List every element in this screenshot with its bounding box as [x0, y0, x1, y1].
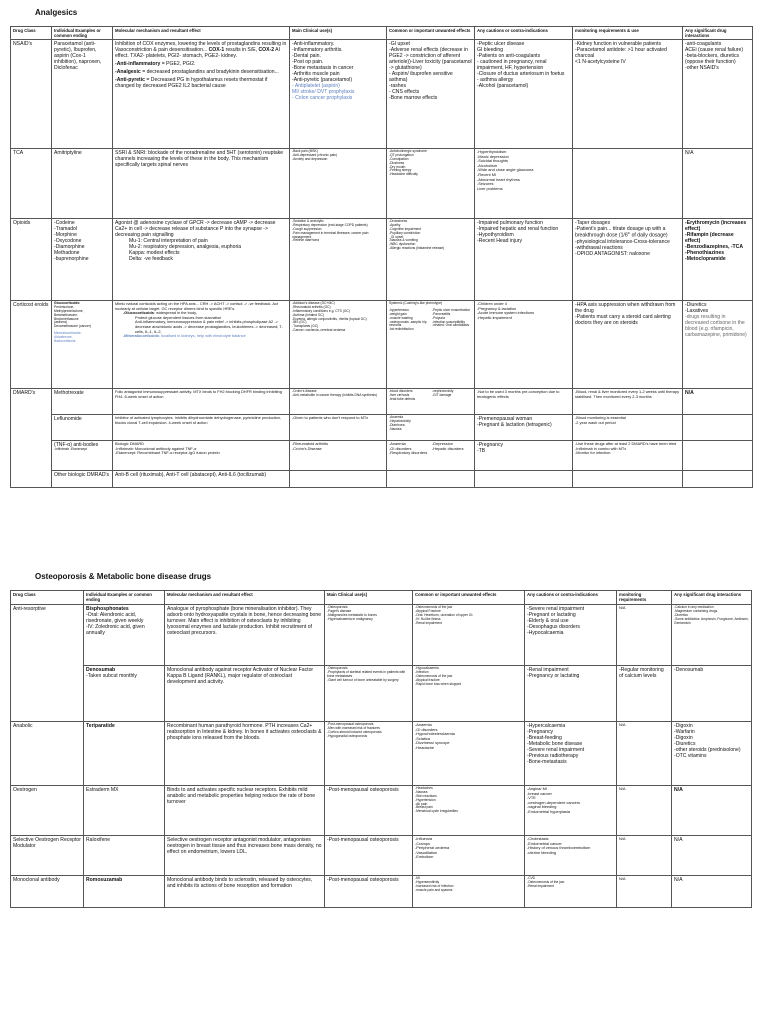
table-row — [11, 471, 753, 488]
clinical-use-cell: -Osteoporosis -Prophylaxis of skeletal related events in patients with bone metastases -Giant cell tumour of bone untreatable by surgery — [325, 666, 413, 722]
monitoring-cell: N/A — [617, 605, 672, 666]
header-interactions: Any significant drug interactions — [672, 591, 752, 605]
header-monitoring: monitoring requirements & use — [573, 27, 683, 40]
header-clinical-use: Main Clinical use(s) — [290, 27, 387, 40]
table-row — [11, 441, 753, 471]
mechanism-cell: Biologic DMARD -Infliximab: Monoclonal antibody against TNF-α -Etanercept: Recombinant TNF-α receptor-IgG fusion protein — [113, 441, 290, 471]
drug-class-cell: NSAID's — [11, 40, 52, 149]
clinical-use-cell — [290, 40, 387, 149]
interactions-cell: -Denosumab — [672, 666, 752, 722]
cautions-cell: -Angina/ MI -breast cancer -VTE -oestrogen-dependent cancers -vaginal bleeding -Endometrial hyperplasia — [525, 786, 617, 836]
examples-cell: Amitriptyline — [52, 149, 113, 219]
header-examples: Individual Examples or common ending — [52, 27, 113, 40]
header-drug-class: Drug Class — [11, 591, 84, 605]
examples-cell — [84, 666, 165, 722]
table-row — [11, 666, 752, 722]
text: -blood disorders -liver cirrhosis -fetal tube defects — [389, 389, 416, 401]
mechanism-cell: Folic antagonist immunosuppressant activity. MTX binds to FH2 blocking DHFR binding inhibiting FH4. 6-week onset of action — [113, 389, 290, 415]
analgesics-title: Analgesics — [35, 8, 78, 17]
drug-class-cell: Oestrogen — [11, 786, 84, 836]
mechanism-cell: Inhibitor of activated lymphocytes. Inhibits dihydroorotate dehydrogenase, pyrimidine production, blocks clonal T-cell expansion. 4-week onset of action — [113, 415, 290, 441]
cautions-cell: -Renal impairment -Pregnancy or lactating — [525, 666, 617, 722]
text: th — [627, 231, 631, 235]
unwanted-effects-cell: -Influenza -Cramps -Peripheral oedema -Vasodilation -Embolism — [413, 836, 525, 876]
mechanism-cell: SSRI & SNRI: blockade of the noradrenaline and 5HT (serotonin) reuptake channels increasing the levels of these in the body. This mechanism specifically targets spinal nerves — [113, 149, 290, 219]
unwanted-effects-cell — [387, 389, 475, 415]
analgesics-header-row — [11, 27, 753, 40]
examples-cell: Romosuzamab — [84, 876, 165, 908]
mechanism-cell — [113, 301, 290, 389]
text: -nephrotoxicity -GIT damage — [432, 389, 454, 397]
interactions-cell: -anti-coagulants ACEi (cause renal failure) -beta-blockers, diuretics (oppose their function) -other NSAID's — [683, 40, 753, 149]
text: (TNF-α) anti-bodies — [54, 442, 99, 448]
text: Denosumab — [86, 667, 116, 673]
unwanted-effects-cell: -GI upset -Adverse renal effects (decrease in PGE2 -> constriction of afferent arteriole))-Liver toxicity (paracetamol -> glutathione) - Aspirin/ ibuprofen sensitive asthma) -rashes - CNS effects -Bone marrow effects — [387, 40, 475, 149]
clinical-use-cell: -Post-menopausal osteoporosis — [325, 786, 413, 836]
interactions-cell: -Calcium in any medication -Magnesium containing drugs -Diuretics -Some antibiotics: Amphosin, Fungizone, Amikacin, Gentamicin — [672, 605, 752, 666]
cautions-cell: -Children under 4 -Pregnancy & lactation -Acute immune system infections -Hepatic impairment — [475, 301, 573, 389]
mechanism-cell: Anti-B cell (rituximab), Anti-T cell (abatacept), Anti-IL6 (tocilizumab) — [113, 471, 290, 488]
header-drug-class: Drug Class — [11, 27, 52, 40]
interactions-cell: -Erythromycin (increases effect) -Rifampin (decrease effect) -Benzodiazepines, -TCA -Phenothiazines -Metoclopramide — [683, 219, 753, 301]
header-unwanted-effects: Common or important unwanted effects — [387, 27, 475, 40]
table-row — [11, 722, 752, 786]
mechanism-list: Protect glucose dependent tissues from starvation Anti-inflammatory, immunosuppression & pain relief -> inhibits phospholipase A2 -> decrease arachidonic acids -> decrease prostaglandins, leukotrienes -> decreased; T-cells, IL-1, IL-2, — [135, 314, 283, 334]
text: Bisphosphonates — [86, 606, 129, 612]
mechanism-list: Mu-1: Central interpretation of pain Mu-2: respiratory depression, analgesia, euphoria Kappa: modest effects Delta: -ve feedback — [129, 238, 242, 262]
table-row — [11, 836, 752, 876]
text: - Antiplatelet (aspirin) MI/ stroke/ DVT prophylaxis - Colon cancer prophylaxis — [292, 83, 355, 101]
text: -Glucocorticoids — [123, 310, 154, 316]
text: results in S/E, — [224, 47, 259, 53]
drug-class-cell: TCA — [11, 149, 52, 219]
clinical-use-cell — [290, 471, 387, 488]
text: -Diuretics -Laxatives — [685, 302, 709, 314]
interactions-cell — [683, 471, 753, 488]
text: Inhibition of COX enzymes, lowering the levels of prostaglandins resulting in Vasoconstriction & pain desensitisation... — [115, 41, 287, 53]
text: of daily dosage) -physiological intolerance-Cross-tolerance -withdrawal reactions -OPIOD ANTAGONIST: naloxone — [575, 232, 670, 257]
text: -Peptic ulcer exacerbation -Pancreatitis -Polyuria -infection susceptibility -inhaled: Oral candidiasis — [432, 307, 471, 328]
monitoring-cell: -HPA axis suppression when withdrawn from the drug -Patients must carry a steroid card alerting doctors they are on steroids — [573, 301, 683, 389]
clinical-use-cell: -Post-menopausal osteoporosis — [325, 876, 413, 908]
drug-class-cell: Selective Oestrogen Receptor Modulator — [11, 836, 84, 876]
interactions-cell: -Digoxin -Warfarin -Digoxin -Diuretics -other steroids (prednisolone) -OTC vitamins — [672, 722, 752, 786]
table-row — [11, 605, 752, 666]
analgesics-table — [10, 26, 753, 488]
text: -hypertension -weight gain -muscle wasting -osteoporosis -aseptic hip necrosis -fat redistribution — [389, 307, 427, 332]
table-row — [11, 415, 753, 441]
unwanted-effects-cell: -Osteonecrosis of the jaw -Atypical Fracture -Oral: Heartburn, ulceration of upper GI. -IV: flu-like illness -Renal impairment — [413, 605, 525, 666]
cautions-cell: -Severe renal impairment -Pregnant or lactating -Elderly & oral use -Oesophagus disorders -Hypocalcaemia — [525, 605, 617, 666]
interactions-cell — [683, 301, 753, 389]
text: COX-1 — [208, 47, 225, 53]
text: : localised in kidneys, help with electrolyte balance — [158, 333, 246, 339]
unwanted-effects-cell: -Hypocalcaemia -Infection -Osteonecrosis of the jaw -Atypical fracture -Rapid bone loss when stopped — [413, 666, 525, 722]
cautions-cell: -Impaired pulmonary function -Impaired hepatic and renal function -Hypothyroidism -Recent Head injury — [475, 219, 573, 301]
examples-cell: Teriparatide — [84, 722, 165, 786]
examples-cell — [52, 301, 113, 389]
monitoring-cell: N/A — [617, 836, 672, 876]
header-clinical-use: Main Clinical use(s) — [325, 591, 413, 605]
header-interactions: Any significant drug interactions — [683, 27, 753, 40]
text: Mineralocorticoids: Aldosterone, fludrocortisone — [54, 331, 82, 343]
mechanism-line — [115, 334, 287, 339]
unwanted-effects-cell: -Headaches -Nausea -Skin reactions -Hypertension -Ab pain -Breast pain -Menstrual cycle irregularities — [413, 786, 525, 836]
text: Prednisolone, Methylprednisolone, Betamethasone, Beclomethasone (asthma) Dexamethasone (cancer) — [54, 304, 92, 329]
unwanted-effects-columns — [389, 442, 472, 456]
clinical-use-cell: -Addison's disease (GC+MC) -Rheumatoid arthritis (GC) -Inflammatory conditions e.g. CTS (GC) -Asthma (inhaled GC) -Eczema, allergic conjunctivitis, rhinitis (topical GC) -IBS (GC) -Transplants (GC) -Cancer: cachexia, cerebral oedema — [290, 301, 387, 389]
interactions-cell: N/A — [683, 389, 753, 415]
unwanted-effects-cell — [387, 441, 475, 471]
cautions-cell: -Cholestasis -Endometrial cancer -History of venous thromboembolism -uterine bleeding — [525, 836, 617, 876]
cautions-cell — [475, 471, 573, 488]
text: = Decreased PG in hypothalamus resets thermostat if changed by decreased PGE2 IL2 bacterial cause — [115, 77, 268, 89]
unwanted-effects-cell — [387, 471, 475, 488]
header-cautions: Any cautions or contra-indications — [475, 27, 573, 40]
drug-class-cell: Corticost eroids — [11, 301, 52, 389]
table-row — [11, 876, 752, 908]
clinical-use-cell: -Back pain (MSK) -Anti-depressant (chronic pain) -Anxiety and depression — [290, 149, 387, 219]
drug-class-cell: Opioids — [11, 219, 52, 301]
header-cautions: Any cautions or contra-indications — [525, 591, 617, 605]
unwanted-effects-cell: -Drowsiness -Apathy -Cognitive impairment -Pupillary constriction _GI upset -Nausea & vomiting -WBC dysfunction -Allergic reactions (histamine release) — [387, 219, 475, 301]
monitoring-cell: -Blood, renal & liver monitored every 1-2 weeks until therapy stabilised. Then monitored every 2-3 months — [573, 389, 683, 415]
mechanism-cell: Analogue of pyrophosphate (bone mineralisation inhibitor). They adsorb onto hydroxyapatite crystals in bone, hence decreasing bone turnover. Main effect is inhibition of osteoclasts by inhibiting lysosomal enzymes and lactate production. Inhibit recruitment of osteoclast precursors. — [165, 605, 325, 666]
clinical-use-cell: -Post-menopausal osteoporosis — [325, 836, 413, 876]
interactions-cell: N/A — [672, 876, 752, 908]
monitoring-cell: N/A — [617, 876, 672, 908]
interactions-cell — [683, 415, 753, 441]
text: -Oral: Alendronic acid, risedronate, given weekly -IV: Zoledronic acid, given annually — [86, 612, 145, 636]
clinical-use-cell: -Rheumatoid arthritis -Crohn's Disease — [290, 441, 387, 471]
header-monitoring: monitoring requirements — [617, 591, 672, 605]
examples-cell: -Codeine -Tramadol -Morphine -Oxycodone -Diamorphine Methadone -buprenorphine — [52, 219, 113, 301]
monitoring-cell — [573, 149, 683, 219]
mechanism-line — [115, 77, 287, 89]
drug-class-cell: Monoclonal antibody — [11, 876, 84, 908]
examples-cell: Other biologic DMRAD's — [52, 471, 113, 488]
text: AI effect. TXA2- platelets, PGI2- stomach, PGE2- kidney. — [115, 47, 280, 59]
osteoporosis-title: Osteoporosis & Metabolic bone disease drugs — [35, 572, 212, 581]
text: COX-2 — [258, 47, 275, 53]
monitoring-cell — [573, 219, 683, 301]
clinical-use-cell: -Given to patients who don't respond to MTx — [290, 415, 387, 441]
osteoporosis-table — [10, 590, 752, 908]
table-row — [11, 149, 753, 219]
cautions-cell: -Not to be used 3 months pre-conception due to teratogenic effects — [475, 389, 573, 415]
text: -Anti-inflammatory. -Inflammatory arthritis. -Dental pain. -Post op pain. -Bone metastasis in cancer -Arthritis muscle pain -Anti-pyretic (paracetamol) — [292, 41, 354, 83]
mechanism-cell — [113, 219, 290, 301]
header-mechanism: Molecular mechanism and resultant effect — [165, 591, 325, 605]
cautions-cell: -Hypercalcaemia -Pregnancy -Breast-feeding -Metabolic bone disease -Severe renal impairment -Previous radiotherapy -Bone-metastasis — [525, 722, 617, 786]
text: -Depression -Hepatic disorders — [432, 441, 464, 451]
unwanted-effects-cell — [387, 301, 475, 389]
text: -Anaemia -GI disorders -Respiratory disorders — [389, 441, 428, 456]
text: -Anti-inflammatory — [115, 61, 161, 67]
text: -Taken subcut monthly — [86, 673, 137, 679]
text: -Anti-pyretic — [115, 77, 145, 83]
text: Systemic (Cushing's-like phenotype) — [389, 301, 443, 305]
examples-cell — [84, 605, 165, 666]
text: -drugs resulting in decreased cortisone in the blood (e.g. rifampicin, carbamazepine, primidone) — [685, 314, 747, 338]
interactions-cell: N/A — [672, 836, 752, 876]
unwanted-effects-cell: -MI -Hypersensitivity -Increased risk of infection -muscle pain and spasms — [413, 876, 525, 908]
monitoring-cell — [573, 471, 683, 488]
monitoring-cell: -Blood monitoring is essential -2 year wash out period — [573, 415, 683, 441]
unwanted-effects-columns — [389, 309, 472, 332]
cautions-cell: -Hyperthyroidism -Manic depression -Suicidal thoughts -Alcoholism -Wide and close angle glaucoma -Recent MI -Abnormal heart rhythms -Seizures Liver problems — [475, 149, 573, 219]
mechanism-cell: Monoclonal antibody against receptor Activator of Nuclear Factor Kappa B Ligand (RANKL), major regulator of osteoclast development and activity. — [165, 666, 325, 722]
drug-class-cell: Anti-resorptive — [11, 605, 84, 722]
header-examples: Individual Examples or common ending — [84, 591, 165, 605]
interactions-cell: N/A — [672, 786, 752, 836]
text: -Infliximab -Etanercept — [54, 447, 87, 451]
examples-cell — [52, 441, 113, 471]
text: : widespread in the body, — [153, 310, 197, 316]
mechanism-cell: Binds to and activates specific nuclear receptors. Exhibits mild anabolic and metabolic properties helping reduce the rate of bone turnover — [165, 786, 325, 836]
unwanted-effects-columns — [389, 390, 472, 402]
cautions-cell: -Peptic ulcer disease GI bleeding -Patients on anti-coagulants - cautioned in pregnancy, renal impairment, HF, hypertension -Closure of ductus arteriosum in foetus - asthma allergy -Alcohol (paracetamol) — [475, 40, 573, 149]
monitoring-cell: N/A — [617, 722, 672, 786]
interactions-cell — [683, 441, 753, 471]
text: Mimic natural corticoids acting on the HPA axis... CRH -> ACHT -> cortisol -> -ve feedback. Act nuclearly at cellular target. GC receptor dimers bind to specific HRE's. — [115, 301, 278, 311]
monitoring-cell: N/A — [617, 786, 672, 836]
text: Glucocorticoids: — [54, 301, 81, 305]
examples-cell: Leflunomide — [52, 415, 113, 441]
mechanism-line — [115, 69, 287, 75]
header-mechanism: Molecular mechanism and resultant effect — [113, 27, 290, 40]
header-unwanted-effects: Common or important unwanted effects — [413, 591, 525, 605]
clinical-use-cell: -Crohn's disease -Anti-metabolite in cancer therapy (inhibits DNA synthesis) — [290, 389, 387, 415]
monitoring-cell: -Kidney function in vulnerable patients -Paracetamol antidote: >1 hour activated charcoal <1 N-acetylcysteine IV — [573, 40, 683, 149]
drug-class-cell: Anabolic — [11, 722, 84, 786]
table-row — [11, 786, 752, 836]
unwanted-effects-cell: -Anaemia -Hepatotoxicity -Diarrhoea -Nausea — [387, 415, 475, 441]
examples-cell: Methotrexate — [52, 389, 113, 415]
examples-cell: Paracetamol (anti-pyretic), Ibuprofen, aspirin (Cox-1 inhibition), naproxen, Diclofenac — [52, 40, 113, 149]
unwanted-effects-cell: -Anticholinergic syndrome -QT prolongation -Constipation -Dizziness -Dry mouth -Feeling sleepy -Headache difficulty — [387, 149, 475, 219]
mechanism-cell — [113, 40, 290, 149]
cautions-cell: -CVD -Osteonecrosis of the jaw -Renal impairment — [525, 876, 617, 908]
text: = PGE2, PGI2. — [161, 61, 196, 67]
monitoring-cell: -Use these drugs after at least 2 DMARD's have been tried -Infliximab in combo with MTx -Monitor for infection — [573, 441, 683, 471]
mechanism-line — [115, 61, 287, 67]
text: -Mineralocorticoids — [123, 333, 159, 339]
text: -Analgesic — [115, 69, 141, 75]
text: -Taper dosages -Patient's pain... titrate dosage up with a breakthrough dose (1/6 — [575, 220, 666, 239]
text: = decreased prostaglandins and bradykinin desensitisation... — [142, 69, 279, 75]
cautions-cell: -Pregnancy -TB — [475, 441, 573, 471]
cautions-cell: -Premenopausal woman -Pregnant & lactation (tetragenic) — [475, 415, 573, 441]
clinical-use-cell: -Sedation & anxiolytic -Respiratory depression (end-stage COPD patients) -Cough suppression -Pain management in terminal illnesses: cancer pain management -Relieve diarrhoea — [290, 219, 387, 301]
table-row — [11, 40, 753, 149]
table-row — [11, 389, 753, 415]
drug-class-cell: DMARD's — [11, 389, 52, 488]
mechanism-cell: Selective oestrogen receptor antagonist modulator, antagonises oestrogen in breast tissue and thus increases bone mass density, no effect on endometrium, lowers LDL. — [165, 836, 325, 876]
mechanism-cell: Monoclonal antibody binds to sclerostin, released by osteocytes, and inhibits its actions of bone resorption and formation — [165, 876, 325, 908]
osteoporosis-header-row — [11, 591, 752, 605]
table-row — [11, 219, 753, 301]
interactions-cell: N/A — [683, 149, 753, 219]
examples-cell: Estraderm MX — [84, 786, 165, 836]
monitoring-cell: -Regular monitoring of calcium levels — [617, 666, 672, 722]
clinical-use-cell: -Post-menopausal osteoporosis -Men with increased risk of fractures -Cortico-steroid induced osteoporosis -Hypogonadal osteoporosis — [325, 722, 413, 786]
examples-cell: Raloxifene — [84, 836, 165, 876]
unwanted-effects-cell: -Anaemia -GI disorders -Hypocholesterolaemia -Sciatica -Dizziness/ syncope -Headache — [413, 722, 525, 786]
mechanism-cell: Recombinant human parathyroid hormone. PTH increases Ca2+ reabsorption in Intestine & kidney. In bones it activates osteoclasts & phosphate ions released from the bloods. — [165, 722, 325, 786]
text: Agonist @ adenosine cyclase of GPCR -> decrease cAMP -> decrease Ca2+ in cell -> decrease release of substance P into the synapse -> decreasing pain signalling — [115, 220, 276, 238]
table-row — [11, 301, 753, 389]
clinical-use-cell: -Osteoporosis -Paget's disease -Malignancies metastatic to bones -Hypercalcaemia in malignancy — [325, 605, 413, 666]
